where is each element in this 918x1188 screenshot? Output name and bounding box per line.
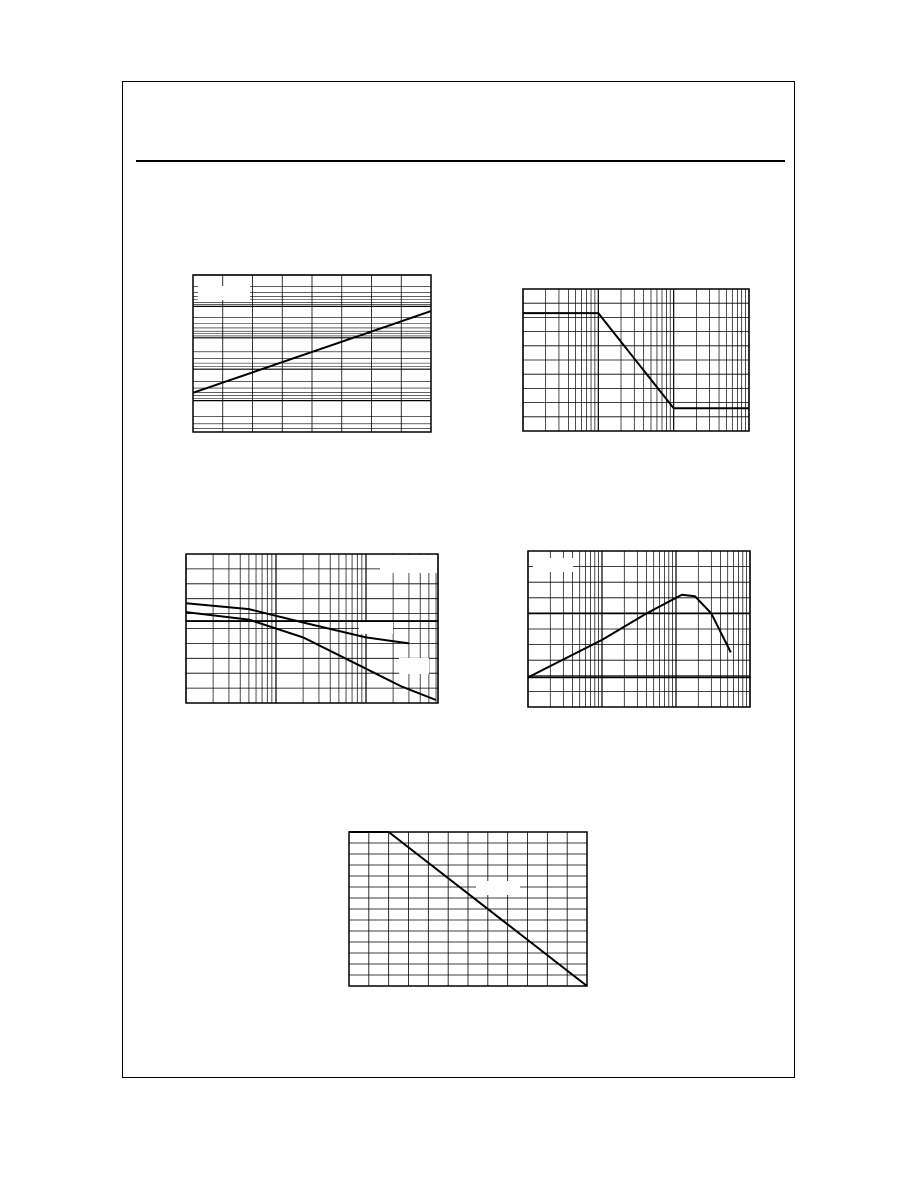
chart-4 — [525, 548, 753, 710]
label-box — [476, 881, 520, 895]
label-box — [533, 558, 573, 572]
chart-1 — [190, 272, 435, 434]
header-rule — [136, 160, 785, 162]
label-box — [359, 622, 393, 634]
label-box — [198, 286, 250, 300]
chart-2 — [520, 286, 752, 434]
series-line-1 — [523, 313, 749, 408]
label-box — [399, 658, 429, 674]
label-box — [380, 555, 437, 573]
chart-5 — [346, 829, 591, 991]
chart-grid — [349, 832, 587, 986]
series-line-1 — [528, 595, 731, 678]
chart-3 — [183, 550, 441, 706]
chart-grid — [528, 551, 750, 707]
chart-grid — [186, 554, 438, 703]
